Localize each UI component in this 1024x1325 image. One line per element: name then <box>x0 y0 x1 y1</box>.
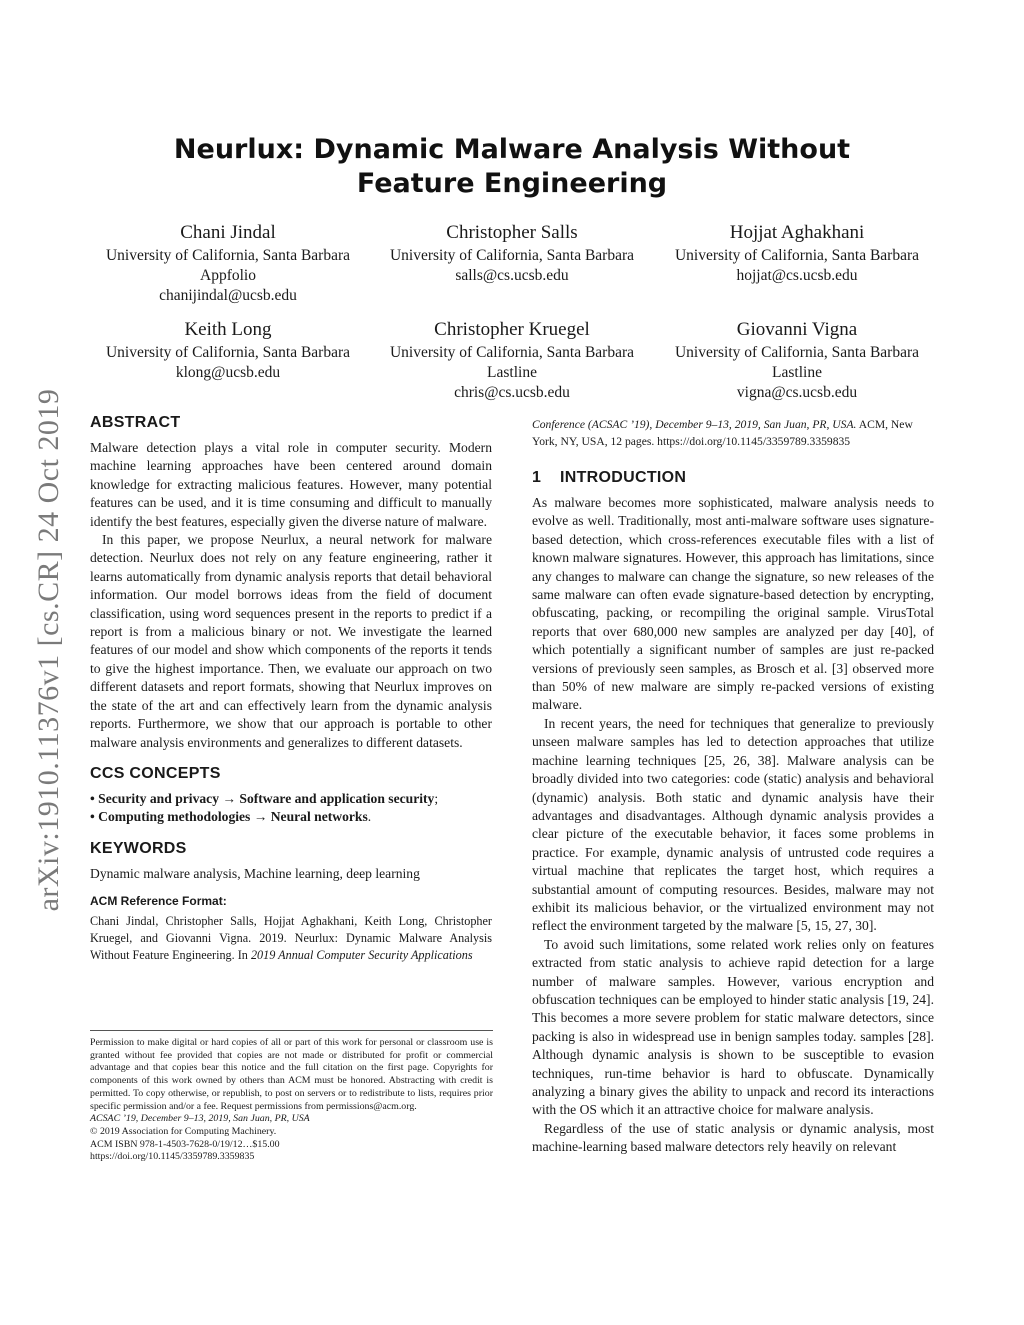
author-name: Hojjat Aghakhani <box>729 222 865 243</box>
author-affiliation-extra: Lastline <box>772 364 822 381</box>
intro-paragraph: To avoid such limitations, some related work relies only on features extracted from static analysis to achieve rapid detection for a large number of malware samples. However, various encryption and obfuscation techniques can be employed to hinder static analysis [19, 24]. This becomes a more severe problem for static malware detectors, since packing is also in widespread use in benign samples today. samples [28]. Although dynamic analysis is shown to be susceptible to evasion techniques, run-time behavior is hard to obfuscate. Dynamically analyzing a binary gives the ability to unpack and record its interactions with the OS which it an attractive choice for malware analysis. <box>532 936 934 1118</box>
author-block <box>652 221 942 286</box>
permission-text: Permission to make digital or hard copies of all or part of this work for personal or classroom use is granted without fee provided that copies are not made or distributed for profit or commercial advantage and that copies bear this notice and the full citation on the first page. Copyrights for components of this work owned by others than ACM must be honored. Abstracting with credit is permitted. To copy otherwise, or republish, to post on servers or to redistribute to lists, requires prior specific permission and/or a fee. Request permissions from permissions@acm.org. <box>90 1037 493 1112</box>
author-email: salls@cs.ucsb.edu <box>455 267 569 284</box>
ccs-concept-punct: ; <box>434 790 439 806</box>
permission-copyright: © 2019 Association for Computing Machinery. <box>90 1125 277 1137</box>
intro-paragraph: Regardless of the use of static analysis or dynamic analysis, most machine-learning based malware detectors rely heavily on relevant <box>532 1120 934 1155</box>
intro-paragraph: In recent years, the need for techniques that generalize to previously unseen malware samples has led to detection approaches that utilize machine learning techniques [25, 26, 38]. Malware analysis can be broadly divided into two categories: code (static) analysis and behavioral (dynamic) analysis. Both static and dynamic analysis have their advantages and disadvantages. Although dynamic analysis provides a clear picture of the executable behavior, it faces some problems in practice. For example, dynamic analysis of untrusted code requires a virtual machine that replicates the target host, which requires a substantial amount of computing resources. Besides, malware may not exhibit its malicious behavior, or the virtualized environment may not reflect the environment targeted by the malware [5, 15, 27, 30]. <box>532 715 934 934</box>
ccs-concept-text: • Computing methodologies → Neural networks <box>90 809 368 825</box>
left-column <box>90 413 492 964</box>
author-block <box>652 318 942 403</box>
section-title: INTRODUCTION <box>560 469 687 486</box>
author-email: vigna@cs.ucsb.edu <box>736 384 858 401</box>
acm-reference-text <box>90 913 492 964</box>
permission-doi: https://doi.org/10.1145/3359789.3359835 <box>90 1151 255 1163</box>
paper-title: Neurlux: Dynamic Malware Analysis Without Feature Engineering <box>173 134 851 199</box>
abstract-paragraph: In this paper, we propose Neurlux, a neural network for malware detection. Neurlux does not rely on any feature engineering, rather it learns automatically from dynamic analysis reports that detail behavioral information. Our model borrows ideas from the field of document classification, using word sequences present in the reports to predict if a report is from a malicious binary or not. We investigate the learned features of our model and show which components of the reports it tends to give the highest importance. Then, we evaluate our approach on two different datasets and report formats, showing that Neurlux improves on the state of the art and can effectively learn from the dynamic analysis reports. Furthermore, we show that our approach is portable to other malware analysis environments and generalizes to different datasets. <box>90 532 492 750</box>
author-block <box>83 318 373 383</box>
author-name: Chani Jindal <box>180 222 276 243</box>
ccs-concept-text: • Security and privacy → Software and application security <box>90 790 435 806</box>
author-block <box>367 221 657 286</box>
acm-reference-venue: 2019 Annual Computer Security Applications <box>250 947 473 962</box>
author-name: Christopher Salls <box>446 222 578 243</box>
ccs-heading: CCS CONCEPTS <box>90 764 221 782</box>
author-email: hojjat@cs.ucsb.edu <box>736 267 858 284</box>
permission-notice <box>90 1037 493 1164</box>
keywords-text: Dynamic malware analysis, Machine learning, deep learning <box>90 865 420 881</box>
author-email: klong@ucsb.edu <box>175 364 281 381</box>
footnote-divider <box>90 1030 493 1031</box>
author-affiliation: University of California, Santa Barbara <box>389 247 635 264</box>
introduction-heading <box>532 468 934 488</box>
author-email: chris@cs.ucsb.edu <box>454 384 570 401</box>
permission-isbn: ACM ISBN 978-1-4503-7628-0/19/12…$15.00 <box>90 1138 280 1150</box>
keywords-heading: KEYWORDS <box>90 839 187 857</box>
ccs-concept <box>90 790 492 808</box>
acm-reference-conference: Conference (ACSAC ’19), December 9–13, 2019, San Juan, PR, USA. <box>532 418 857 431</box>
abstract-heading: ABSTRACT <box>90 414 181 431</box>
author-affiliation: University of California, Santa Barbara <box>674 247 920 264</box>
abstract-paragraph: Malware detection plays a vital role in computer security. Modern machine learning approaches have been centered around domain knowledge for extracting malicious features. However, many potential features can be used, and it is time consuming and difficult to manually identify the best features, especially given the diverse nature of malware. <box>90 440 492 529</box>
right-column <box>532 416 934 1157</box>
acm-reference-body: Chani Jindal, Christopher Salls, Hojjat Aghakhani, Keith Long, Christopher Kruegel, and Giovanni Vigna. 2019. Neurlux: Dynamic Malware Analysis Without Feature Engineering. In <box>90 913 492 962</box>
section-number: 1 <box>532 469 542 486</box>
intro-paragraph: As malware becomes more sophisticated, malware analysis needs to evolve as well. Traditionally, most anti-malware software uses signature-based detection, which cross-references executable files with a list of known malware signatures. However, this approach has limitations, since any changes to malware can change the signature, so new releases of the same malware can often evade signature-based detection by encrypting, obfuscating, packing, or recompiling the original sample. VirusTotal reports that over 680,000 new samples are analyzed per day [40], of which potentially a significant number of samples are just re-packed versions of previously seen samples, as Brosch et al. [3] observed more than 50% of new malware are simply re-packed versions of existing malware. <box>532 495 934 713</box>
author-affiliation-extra: Lastline <box>487 364 537 381</box>
author-name: Giovanni Vigna <box>736 319 858 340</box>
author-affiliation: University of California, Santa Barbara <box>389 344 635 361</box>
ccs-concept-punct: . <box>367 809 372 825</box>
acm-reference-heading: ACM Reference Format: <box>90 894 227 909</box>
ccs-concept <box>90 808 492 826</box>
acm-reference-rest: ACM, New York, NY, USA, 12 pages. https://doi.org/10.1145/3359789.3359835 <box>532 418 913 448</box>
arxiv-identifier: arXiv:1910.11376v1 [cs.CR] 24 Oct 2019 <box>32 388 65 912</box>
author-affiliation: University of California, Santa Barbara <box>674 344 920 361</box>
author-affiliation-extra: Appfolio <box>200 267 256 284</box>
author-affiliation: University of California, Santa Barbara <box>105 247 351 264</box>
author-email: chanijindal@ucsb.edu <box>159 287 297 304</box>
author-block <box>83 221 373 306</box>
author-name: Keith Long <box>184 319 272 340</box>
author-block <box>367 318 657 403</box>
acm-reference-continued <box>532 416 934 450</box>
author-name: Christopher Kruegel <box>434 319 590 340</box>
author-affiliation: University of California, Santa Barbara <box>105 344 351 361</box>
permission-conference: ACSAC ’19, December 9–13, 2019, San Juan, PR, USA <box>90 1113 310 1125</box>
